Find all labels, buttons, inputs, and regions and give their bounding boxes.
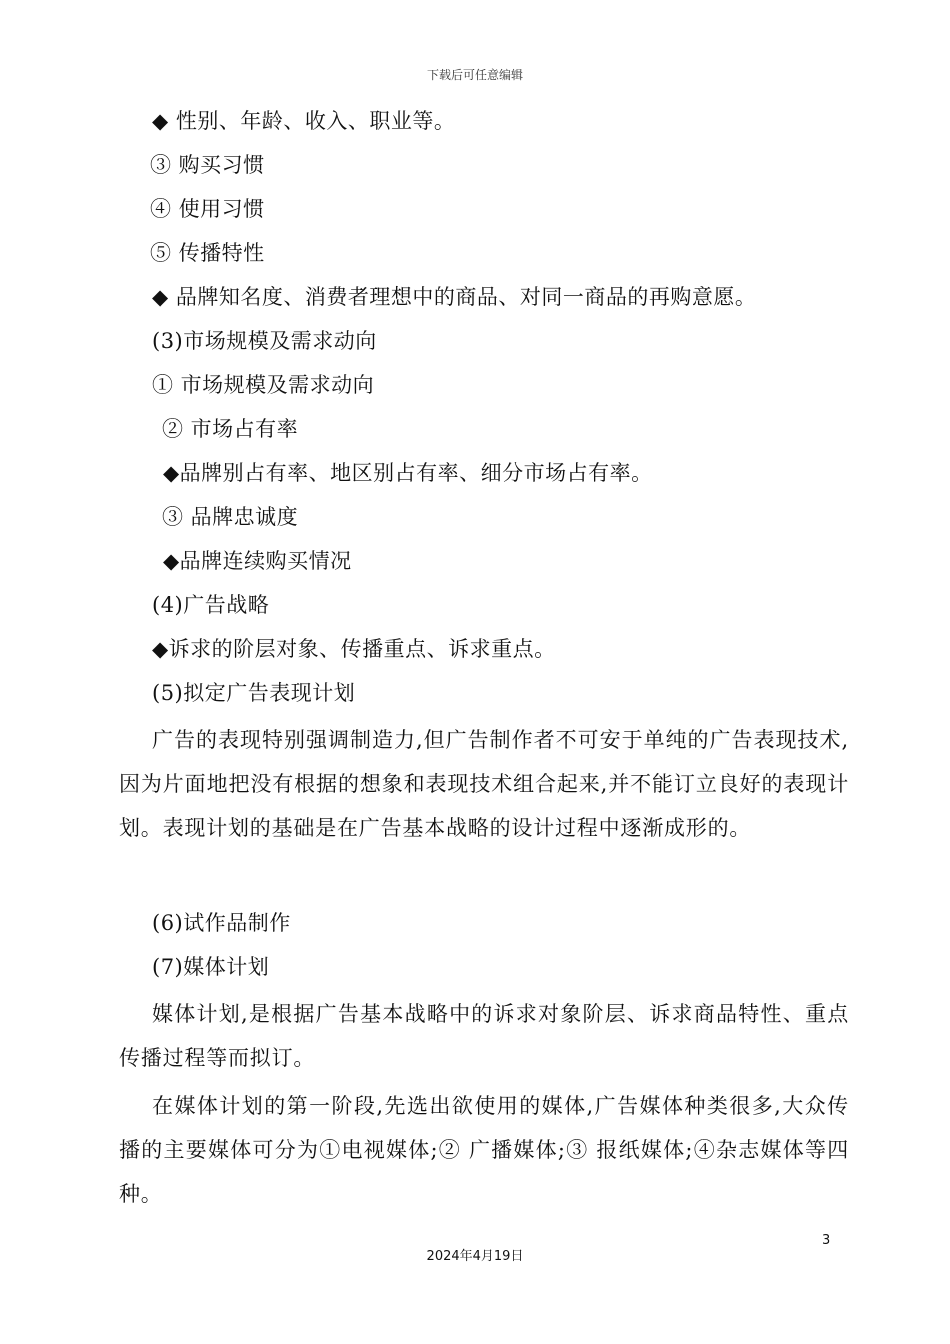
list-item-usage-habit: ④ 使用习惯	[150, 197, 265, 221]
list-item-bullet: ◆品牌别占有率、地区别占有率、细分市场占有率。	[163, 461, 653, 485]
list-item-purchase-habit: ③ 购买习惯	[150, 153, 265, 177]
page-header-note: 下载后可任意编辑	[426, 68, 523, 82]
section-heading: (3)市场规模及需求动向	[152, 329, 377, 353]
footer-date: 2024年4月19日	[426, 1249, 524, 1264]
paragraph-media-selection: 在媒体计划的第一阶段,先选出欲使用的媒体,广告媒体种类很多,大众传播的主要媒体可分为①电视媒体;② 广播媒体;③ 报纸媒体;④杂志媒体等四种。	[119, 1094, 849, 1206]
list-item-bullet: ◆ 品牌知名度、消费者理想中的商品、对同一商品的再购意愿。	[152, 285, 757, 309]
list-item-bullet: ◆品牌连续购买情况	[163, 549, 352, 573]
section-heading: (6)试作品制作	[152, 911, 291, 935]
list-item-propagation: ⑤ 传播特性	[150, 241, 265, 265]
paragraph-expression-plan: 广告的表现特别强调制造力,但广告制作者不可安于单纯的广告表现技术,因为片面地把没有根据的想象和表现技术组合起来,并不能订立良好的表现计划。表现计划的基础是在广告基本战略的设计过程中逐渐成形的。	[119, 728, 849, 840]
list-item-market-scale: ① 市场规模及需求动向	[152, 373, 375, 397]
section-heading: (5)拟定广告表现计划	[152, 681, 356, 705]
list-item-brand-loyalty: ③ 品牌忠诚度	[162, 505, 299, 529]
list-item-market-share: ② 市场占有率	[162, 417, 299, 441]
section-heading: (7)媒体计划	[152, 955, 270, 979]
paragraph-media-plan: 媒体计划,是根据广告基本战略中的诉求对象阶层、诉求商品特性、重点传播过程等而拟订。	[119, 1002, 849, 1070]
section-heading: (4)广告战略	[152, 593, 270, 617]
list-item-bullet: ◆诉求的阶层对象、传播重点、诉求重点。	[152, 637, 556, 661]
page-number: 3	[822, 1233, 831, 1248]
list-item-bullet: ◆ 性别、年龄、收入、职业等。	[152, 109, 456, 133]
